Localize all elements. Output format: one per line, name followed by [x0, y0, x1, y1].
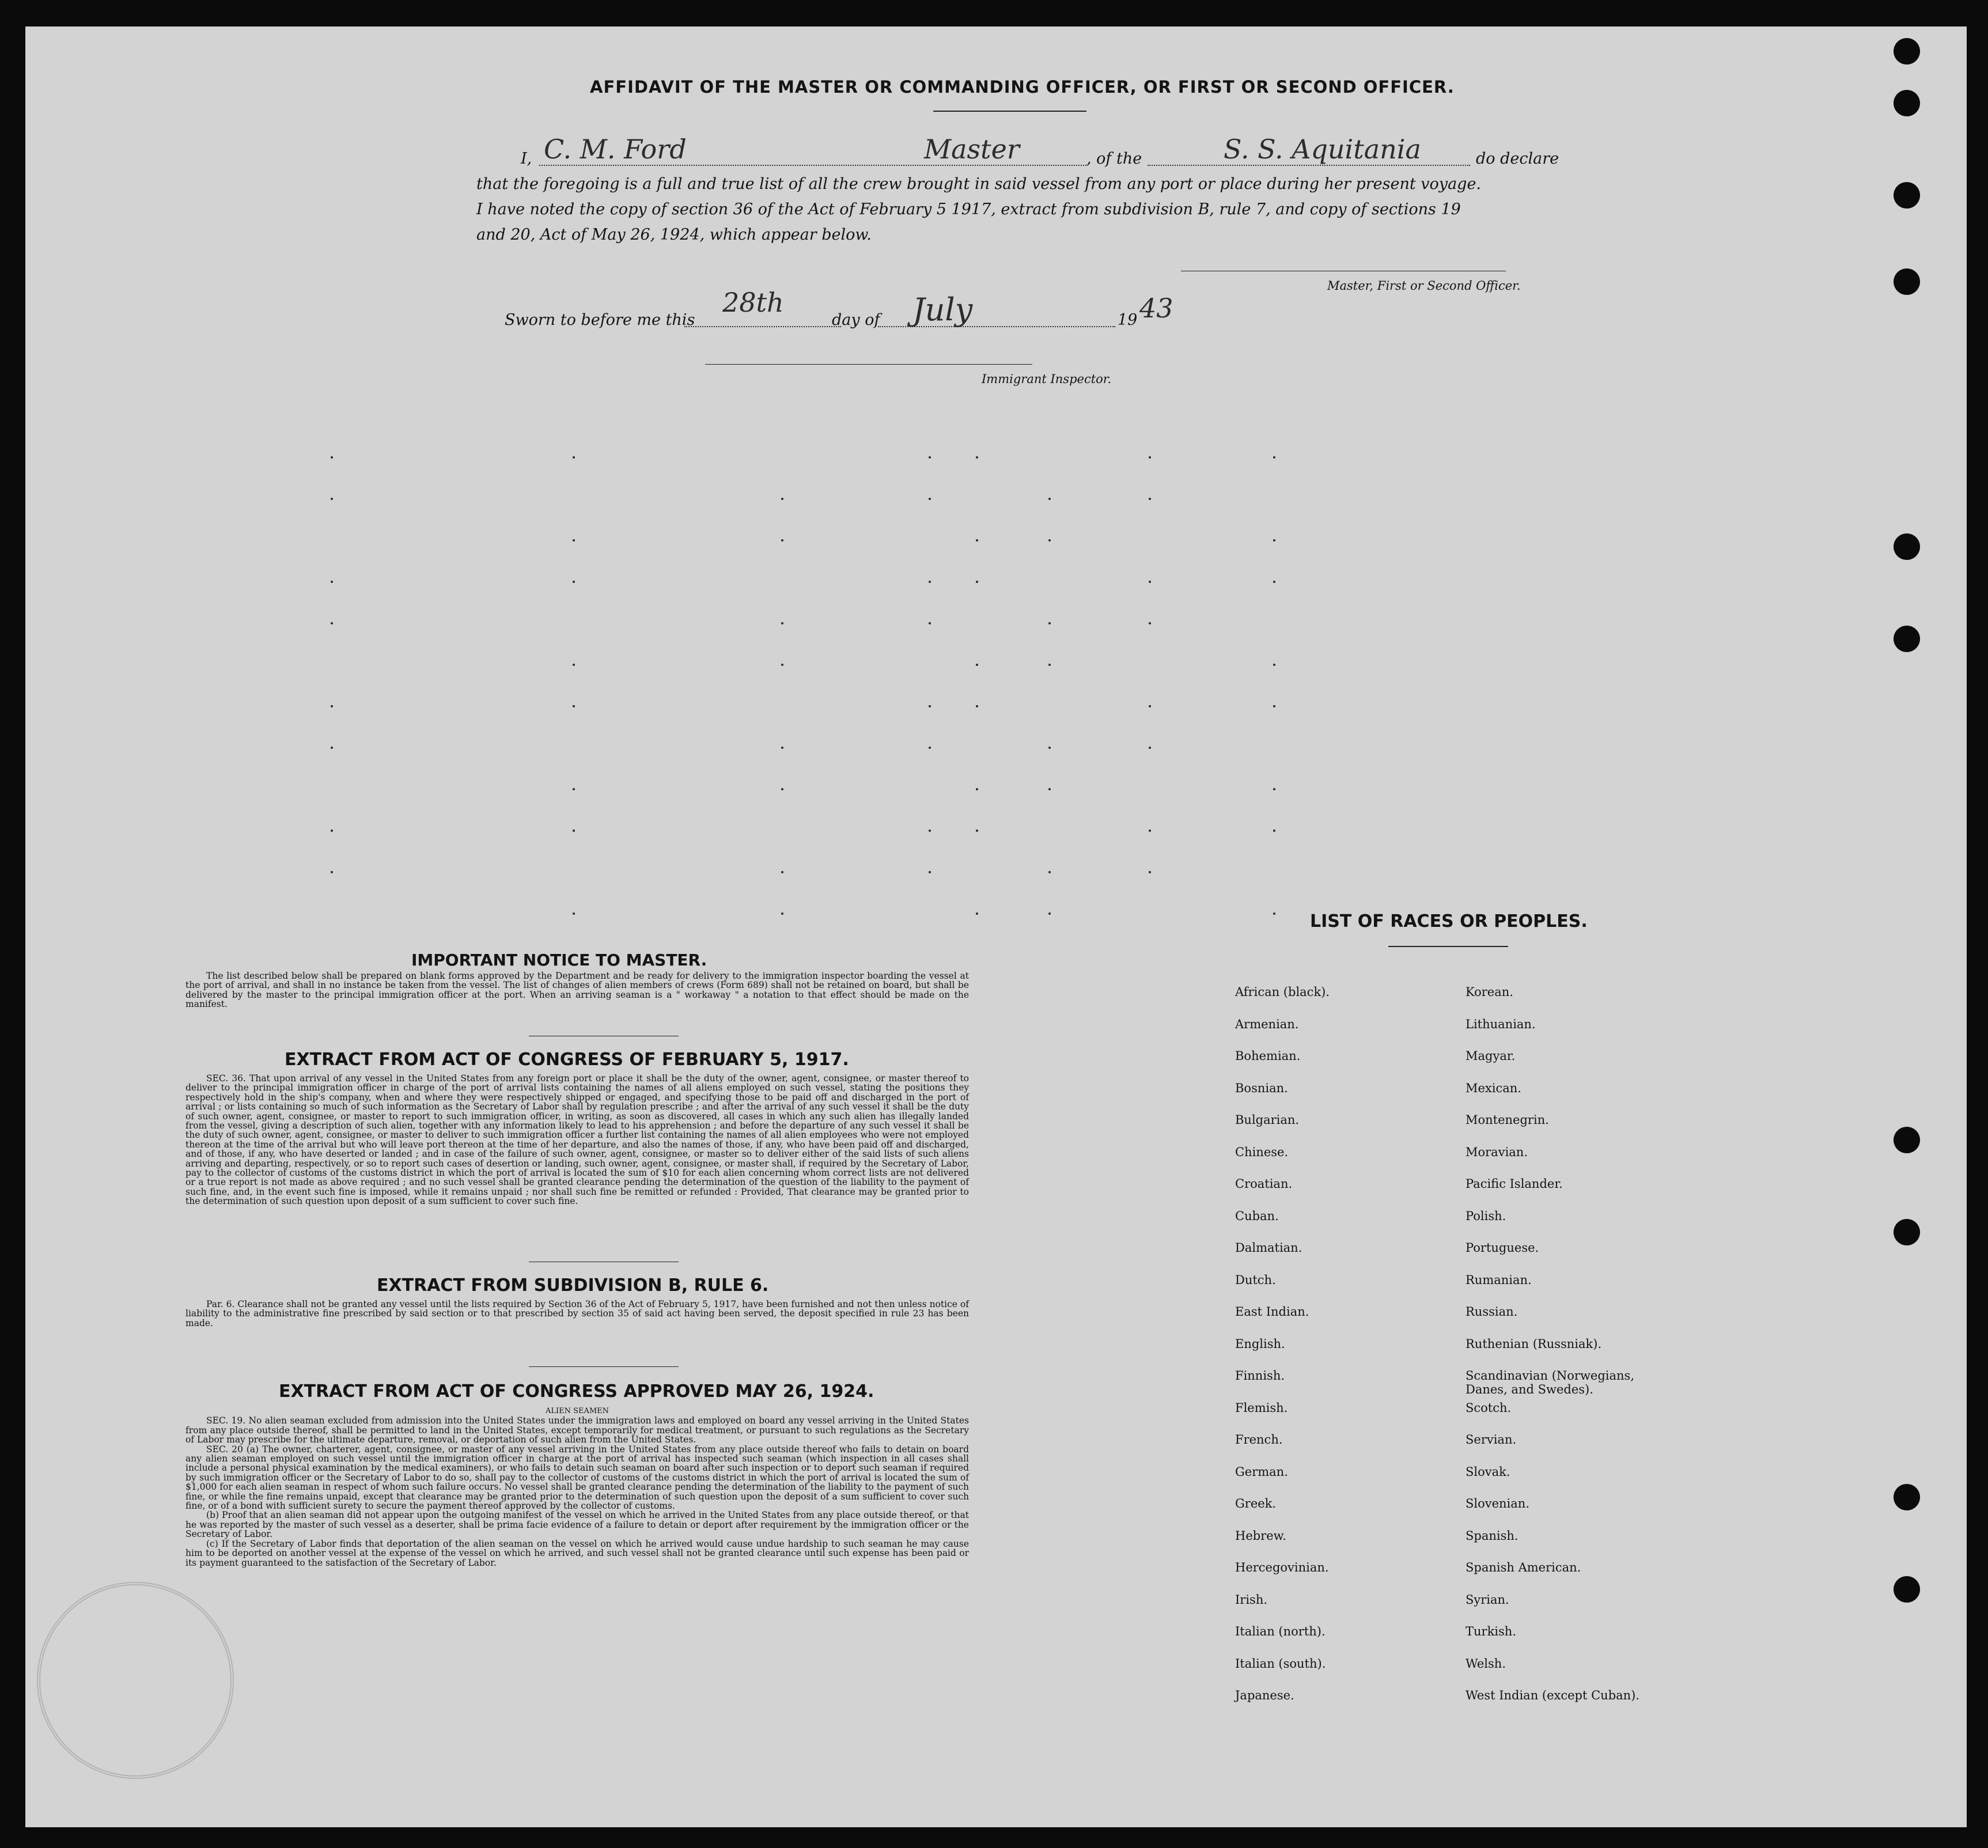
race-item: Hercegovinian.: [1235, 1561, 1329, 1574]
race-item: German.: [1235, 1464, 1288, 1479]
binder-hole: [1894, 1576, 1920, 1603]
officer-rank: Master: [924, 134, 1020, 165]
race-item: Welsh.: [1466, 1656, 1506, 1671]
grid-dot: [781, 788, 783, 790]
grid-dot: [976, 664, 978, 666]
grid-dot: [1273, 788, 1275, 790]
grid-dot: [929, 747, 931, 749]
grid-dot: [781, 912, 783, 915]
grid-dot: [573, 912, 575, 915]
grid-dot: [976, 705, 978, 707]
affidavit-title: AFFIDAVIT OF THE MASTER OR COMMANDING OFFICER, OR FIRST OR SECOND OFFICER.: [590, 77, 1455, 97]
notice-paragraph: The list described below shall be prepared on blank forms approved by the Department and be ready for delivery to the immigration inspector boarding the vessel at the port of arrival, and shall in no instance be taken from the vessel. The list of changes of alien members of crews (Form 689) shall not be retained on board, but shall be delivered by the master to the principal immigration officer at the port. When an arriving seaman is a " workaway " a notation to that effect should be made on the manifest.: [185, 971, 969, 1010]
grid-dot: [331, 581, 333, 583]
subdivision-b-text: [185, 1300, 969, 1328]
grid-dot: [573, 705, 575, 707]
act-1917-title: EXTRACT FROM ACT OF CONGRESS OF FEBRUARY 5, 1917.: [285, 1050, 849, 1070]
day-of-label: day of: [832, 311, 880, 329]
race-item: Scandinavian (Norwegians, Danes, and Swedes).: [1466, 1369, 1635, 1396]
act-1924-title: EXTRACT FROM ACT OF CONGRESS APPROVED MAY 26, 1924.: [279, 1381, 874, 1402]
vessel-name: S. S. Aquitania: [1224, 134, 1421, 165]
race-item: Armenian.: [1235, 1017, 1299, 1031]
grid-dot: [1149, 747, 1151, 749]
race-item: Lithuanian.: [1466, 1017, 1536, 1031]
race-item: African (black).: [1235, 985, 1330, 999]
race-item: Flemish.: [1235, 1400, 1288, 1415]
notice-text: [185, 971, 969, 1009]
grid-dot: [781, 747, 783, 749]
binder-hole: [1894, 1127, 1920, 1153]
grid-dot: [1149, 581, 1151, 583]
inspector-caption: Immigrant Inspector.: [982, 372, 1112, 386]
grid-dot: [331, 498, 333, 500]
binder-hole: [1894, 533, 1920, 560]
race-item: Slovak.: [1466, 1464, 1510, 1479]
grid-dot: [976, 456, 978, 459]
race-item: Montenegrin.: [1466, 1113, 1549, 1127]
race-item: Rumanian.: [1466, 1273, 1532, 1287]
grid-dot: [331, 456, 333, 459]
act-1924-sec20a: SEC. 20 (a) The owner, charterer, agent, consignee, or master of any vessel arriving in the United States from any place outside thereof who fails to detain on board any alien seaman employed on such vessel until the immigration officer in charge at the port of arrival has inspected such seaman (which inspection in all cases shall include a personal physical examination by the medical examiners), or who fails to detain such seaman on board after such inspection or to deport such seaman if required by such immigration officer or the Secretary of Labor to do so, shall pay to the collector of customs of the customs district in which the port of arrival is located the sum of $1,000 for each alien seaman in respect of whom such failure occurs. No vessel shall be granted clearance pending the determination of the liability to the payment of such fine, or while the fine remains unpaid, except that clearance may be granted prior to the determination of such question upon the deposit of a sum sufficient to cover such fine, or of a bond with sufficient surety to secure the payment thereof approved by the collector of customs.: [185, 1444, 969, 1512]
binder-hole: [1894, 38, 1920, 65]
sworn-month: July: [912, 291, 973, 328]
sworn-label: Sworn to before me this: [505, 311, 695, 329]
grid-dot: [1273, 830, 1275, 832]
grid-dot: [1273, 664, 1275, 666]
declare-label: do declare: [1476, 150, 1559, 168]
affidavit-line-2: that the foregoing is a full and true list of all the crew brought in said vessel from any port or place during her present voyage.: [476, 175, 1482, 193]
affidavit-line-3: I have noted the copy of section 36 of the Act of February 5 1917, extract from subdivision B, rule 7, and copy of sections 19: [476, 200, 1461, 218]
races-title: LIST OF RACES OR PEOPLES.: [1310, 911, 1588, 931]
of-the-label: , of the: [1086, 150, 1142, 168]
race-item: Scotch.: [1466, 1400, 1512, 1415]
act-1924-sec19: SEC. 19. No alien seaman excluded from admission into the United States under the immigration laws and employed on board any vessel arriving in the United States from any place outside thereof, shall be permitted to land in the United States, except temporarily for medical treatment, or pursuant to such regulations as the Secretary of Labor may prescribe for the ultimate departure, removal, or deportation of such alien from the United States.: [185, 1415, 969, 1445]
title-underline: [933, 111, 1086, 112]
grid-dot: [1048, 539, 1051, 541]
grid-dot: [1149, 871, 1151, 873]
grid-dot: [781, 664, 783, 666]
grid-dot: [976, 830, 978, 832]
officer-name: C. M. Ford: [544, 134, 687, 165]
grid-dot: [573, 456, 575, 459]
year-prefix: 19: [1118, 311, 1138, 329]
subdivision-b-paragraph: Par. 6. Clearance shall not be granted any vessel until the lists required by Section 36 of the Act of February 5, 1917, have been furnished and not then unless notice of liability to the administrative fine prescribed by said section or to that prescribed by section 35 of said act having been served, the deposit specified in rule 23 has been made.: [185, 1299, 969, 1328]
race-item: Italian (south).: [1235, 1656, 1326, 1671]
race-item: Cuban.: [1235, 1209, 1279, 1223]
grid-dot: [573, 581, 575, 583]
sworn-day-line: [684, 326, 841, 327]
race-item: Finnish.: [1235, 1369, 1285, 1383]
act-1924-sec20b: (b) Proof that an alien seaman did not appear upon the outgoing manifest of the vessel on which he arrived in the United States from any place outside thereof, or that he was reported by the master of such vessel as a deserter, shall be prima facie evidence of a failure to detain or deport after requirement by the immigration officer or the Secretary of Labor.: [185, 1510, 969, 1540]
race-item: Pacific Islander.: [1466, 1177, 1563, 1191]
officer-name-line: [539, 165, 1086, 166]
inspector-signature-line: [705, 364, 1032, 365]
grid-dot: [781, 539, 783, 541]
race-item: Japanese.: [1235, 1688, 1294, 1702]
binder-hole: [1894, 268, 1920, 295]
race-item: Croatian.: [1235, 1177, 1293, 1191]
grid-dot: [1273, 912, 1275, 915]
subdivision-b-title: EXTRACT FROM SUBDIVISION B, RULE 6.: [377, 1275, 769, 1296]
act-1924-text: [185, 1407, 969, 1567]
grid-dot: [976, 539, 978, 541]
binder-hole: [1894, 1484, 1920, 1510]
grid-dot: [1149, 705, 1151, 707]
race-item: Servian.: [1466, 1433, 1517, 1446]
grid-dot: [929, 871, 931, 873]
race-item: Hebrew.: [1235, 1528, 1286, 1543]
grid-dot: [1048, 747, 1051, 749]
race-item: Italian (north).: [1235, 1624, 1326, 1638]
grid-dot: [1273, 539, 1275, 541]
binder-hole: [1894, 1219, 1920, 1245]
race-item: Korean.: [1466, 985, 1513, 999]
grid-dot: [573, 830, 575, 832]
vessel-name-line: [1148, 165, 1470, 166]
act-1924-subtitle: ALIEN SEAMEN: [545, 1407, 609, 1415]
grid-dot: [929, 581, 931, 583]
grid-dot: [1048, 912, 1051, 915]
grid-dot: [331, 622, 333, 624]
grid-dot: [929, 705, 931, 707]
grid-dot: [1048, 664, 1051, 666]
grid-dot: [781, 622, 783, 624]
affidavit-i-label: I,: [521, 150, 532, 168]
grid-dot: [1273, 581, 1275, 583]
grid-dot: [976, 788, 978, 790]
race-item: Dalmatian.: [1235, 1241, 1302, 1255]
grid-dot: [929, 830, 931, 832]
grid-dot: [781, 498, 783, 500]
race-item: Irish.: [1235, 1592, 1268, 1607]
faint-stamp: [37, 1582, 234, 1779]
grid-dot: [929, 456, 931, 459]
grid-dot: [976, 912, 978, 915]
grid-dot: [1273, 705, 1275, 707]
grid-dot: [1273, 456, 1275, 459]
race-item: Greek.: [1235, 1497, 1277, 1510]
grid-dot: [573, 539, 575, 541]
binder-hole: [1894, 626, 1920, 652]
grid-dot: [573, 664, 575, 666]
race-item: Bosnian.: [1235, 1081, 1288, 1095]
race-item: French.: [1235, 1433, 1283, 1446]
grid-dot: [331, 705, 333, 707]
officer-signature-caption: Master, First or Second Officer.: [1327, 279, 1521, 293]
sworn-day: 28th: [722, 287, 784, 318]
divider: [529, 1366, 679, 1367]
binder-hole: [1894, 182, 1920, 209]
race-item: Chinese.: [1235, 1145, 1289, 1159]
race-item: English.: [1235, 1336, 1285, 1351]
affidavit-line-4: and 20, Act of May 26, 1924, which appear below.: [476, 226, 872, 244]
race-item: Bulgarian.: [1235, 1113, 1300, 1127]
document-sheet: [25, 26, 1967, 1827]
grid-dot: [331, 747, 333, 749]
grid-dot: [929, 498, 931, 500]
grid-dot: [331, 830, 333, 832]
race-item: Russian.: [1466, 1305, 1518, 1319]
year-suffix: 43: [1139, 293, 1173, 324]
race-item: Turkish.: [1466, 1624, 1516, 1638]
grid-dot: [1048, 498, 1051, 500]
race-item: Bohemian.: [1235, 1049, 1301, 1063]
grid-dot: [1048, 788, 1051, 790]
notice-title: IMPORTANT NOTICE TO MASTER.: [411, 950, 707, 970]
grid-dot: [1149, 498, 1151, 500]
grid-dot: [1048, 871, 1051, 873]
race-item: Moravian.: [1466, 1145, 1528, 1159]
race-item: Magyar.: [1466, 1049, 1516, 1063]
race-item: Spanish.: [1466, 1528, 1519, 1543]
grid-dot: [1149, 830, 1151, 832]
grid-dot: [929, 622, 931, 624]
race-item: Ruthenian (Russniak).: [1466, 1336, 1602, 1351]
grid-dot: [331, 871, 333, 873]
grid-dot: [573, 788, 575, 790]
grid-dot: [781, 871, 783, 873]
race-item: Spanish American.: [1466, 1561, 1581, 1574]
race-item: East Indian.: [1235, 1305, 1309, 1319]
race-item: Portuguese.: [1466, 1241, 1539, 1255]
race-item: Syrian.: [1466, 1592, 1509, 1607]
act-1917-paragraph: SEC. 36. That upon arrival of any vessel in the United States from any foreign port or place it shall be the duty of the owner, agent, consignee, or master thereof to deliver to the principal immigration officer in charge of the port of arrival lists containing the names of all aliens employed on such vessel, stating the positions they respectively hold in the ship's company, when and where they were respectively shipped or engaged, and specifying those to be paid off and discharged in the port of arrival ; or lists containing so much of such information as the Secretary of Labor shall by regulation prescribe ; and after the arrival of any such vessel it shall be the duty of such owner, agent, consignee, or master to report to such immigration officer, in writing, as soon as discovered, all cases in which any such alien has illegally landed from the vessel, giving a description of such alien, together with any information likely to lead to his apprehension ; and before the departure of any such vessel it shall be the duty of such owner, agent, consignee, or master to deliver to such immigration officer a further list containing the names of all alien employees who were not employed thereon at the time of the arrival but who will leave port thereon at the time of her departure, and also the names of those, if any, who have been paid off and discharged, and of those, if any, who have deserted or landed ; and in case of the failure of such owner, agent, consignee, or master so to deliver either of the said lists of such aliens arriving and departing, respectively, or so to report such cases of desertion or landing, such owner, agent, consignee, or master shall, if required by the Secretary of Labor, pay to the collector of customs of the customs district in which the port of arrival is located the sum of $10 for each alien concerning whom correct lists are not delivered or a true report is not made as above required ; and no such vessel shall be granted clearance pending the determination of the question of the liability to the payment of such fine, and, in the event such fine is imposed, while it remains unpaid ; nor shall such fine be remitted or refunded : Provided, That clearance may be granted prior to the determination of such question upon deposit of a sum sufficient to cover such fine.: [185, 1073, 969, 1207]
grid-dot: [1048, 622, 1051, 624]
race-item: Mexican.: [1466, 1081, 1521, 1095]
binder-hole: [1894, 90, 1920, 116]
grid-dot: [1149, 622, 1151, 624]
race-item: West Indian (except Cuban).: [1466, 1688, 1640, 1702]
grid-dot: [976, 581, 978, 583]
race-item: Dutch.: [1235, 1273, 1276, 1287]
races-title-underline: [1388, 946, 1508, 947]
race-item: Slovenian.: [1466, 1497, 1529, 1510]
grid-dot: [1149, 456, 1151, 459]
race-item: Polish.: [1466, 1209, 1506, 1223]
act-1924-sec20c: (c) If the Secretary of Labor finds that deportation of the alien seaman on the vessel on which he arrived would cause undue hardship to such seaman he may cause him to be deported on another vessel at the expense of the vessel on which he arrived, and such vessel shall not be granted clearance until such expense has been paid or its payment guaranteed to the satisfaction of the Secretary of Labor.: [185, 1538, 969, 1568]
act-1917-text: [185, 1074, 969, 1206]
